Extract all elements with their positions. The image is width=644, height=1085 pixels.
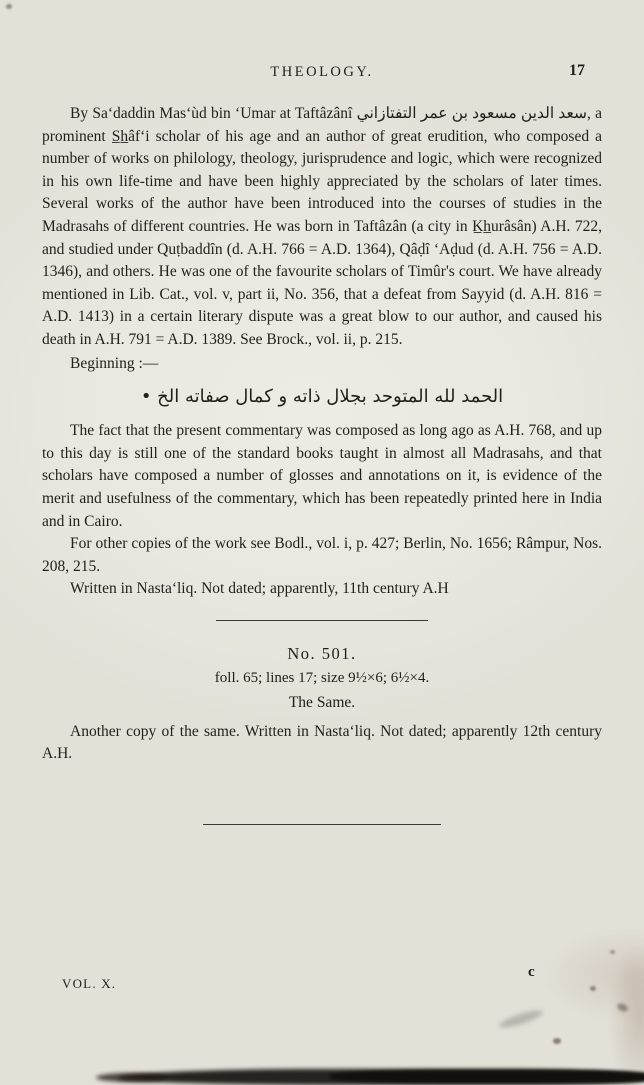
paper-stain [498, 1007, 545, 1031]
section-divider [216, 620, 428, 621]
paper-stain [96, 1073, 166, 1082]
beginning-label: Beginning :— [70, 354, 159, 372]
entry-number: No. 501. [287, 643, 357, 663]
end-divider [203, 824, 441, 825]
entry-title: The Same. [288, 693, 356, 711]
entry-paragraph-commentary: The fact that the present commentary was composed as long ago as A.H. 768, and up to this day is still one of the standard books taught in almost all Madrasahs, and that scholars have composed a number of glosses and annotations on it, is evidence of the merit and usefulness of the commentary, which has been repeatedly printed here in India and in Cairo. [42, 422, 602, 530]
paper-stain [616, 1002, 629, 1013]
paper-stain [330, 1070, 644, 1083]
paper-stain [610, 950, 615, 954]
paper-stain [553, 1038, 561, 1044]
entry-paragraph-biography: By Saʻdaddin Masʻùd bin ʻUmar at Taftâzânî سعد الدين مسعود بن عمر التفتازاني, a prominent S̲h̲âfʻi scholar of his age and an author of great erudition, who composed a number of works on philology, theology, jurisprudence and logic, which were recognized in his own life-time and have been highly appreciated by the scholars of later times. Several works of the author have been introduced into the courses of studies in the Madrasahs of different countries. He was born in Taftâzân (a city in K̲h̲urâsân) A.H. 722, and studied under Quṭbaddîn (d. A.H. 766 = A.D. 1364), Qâḍî ʻAḍud (d. A.H. 756 = A.D. 1346), and others. He was one of the favourite scholars of Timûr's court. We have already mentioned in Lib. Cat., vol. v, part ii, No. 356, that a defeat from Sayyid (d. A.H. 816 = A.D. 1413) in a certain literary dispute was a great blow to our author, and caused his death in A.H. 791 = A.D. 1389. See Brock., vol. ii, p. 215. [42, 105, 602, 348]
page-header [42, 64, 602, 81]
paper-stain [590, 986, 596, 991]
entry-body: Another copy of the same. Written in Nastaʻliq. Not dated; apparently 12th century A.H. [42, 722, 602, 763]
signature-mark: c [528, 964, 535, 980]
entry-paragraph-other-copies: For other copies of the work see Bodl., vol. i, p. 427; Berlin, No. 1656; Râmpur, Nos. 208, 215. [42, 535, 602, 575]
arabic-incipit: الحمد لله المتوحد بجلال ذاته و كمال صفاته الخ • [140, 386, 504, 408]
entry-collation: foll. 65; lines 17; size 9½×6; 6½×4. [214, 669, 430, 686]
page-number: 17 [569, 62, 585, 79]
entry-paragraph-script: Written in Nastaʻliq. Not dated; apparently, 11th century A.H [70, 580, 449, 598]
paper-stain [118, 1069, 644, 1085]
section-title: THEOLOGY. [270, 64, 374, 80]
volume-label: VOL. X. [62, 976, 117, 991]
